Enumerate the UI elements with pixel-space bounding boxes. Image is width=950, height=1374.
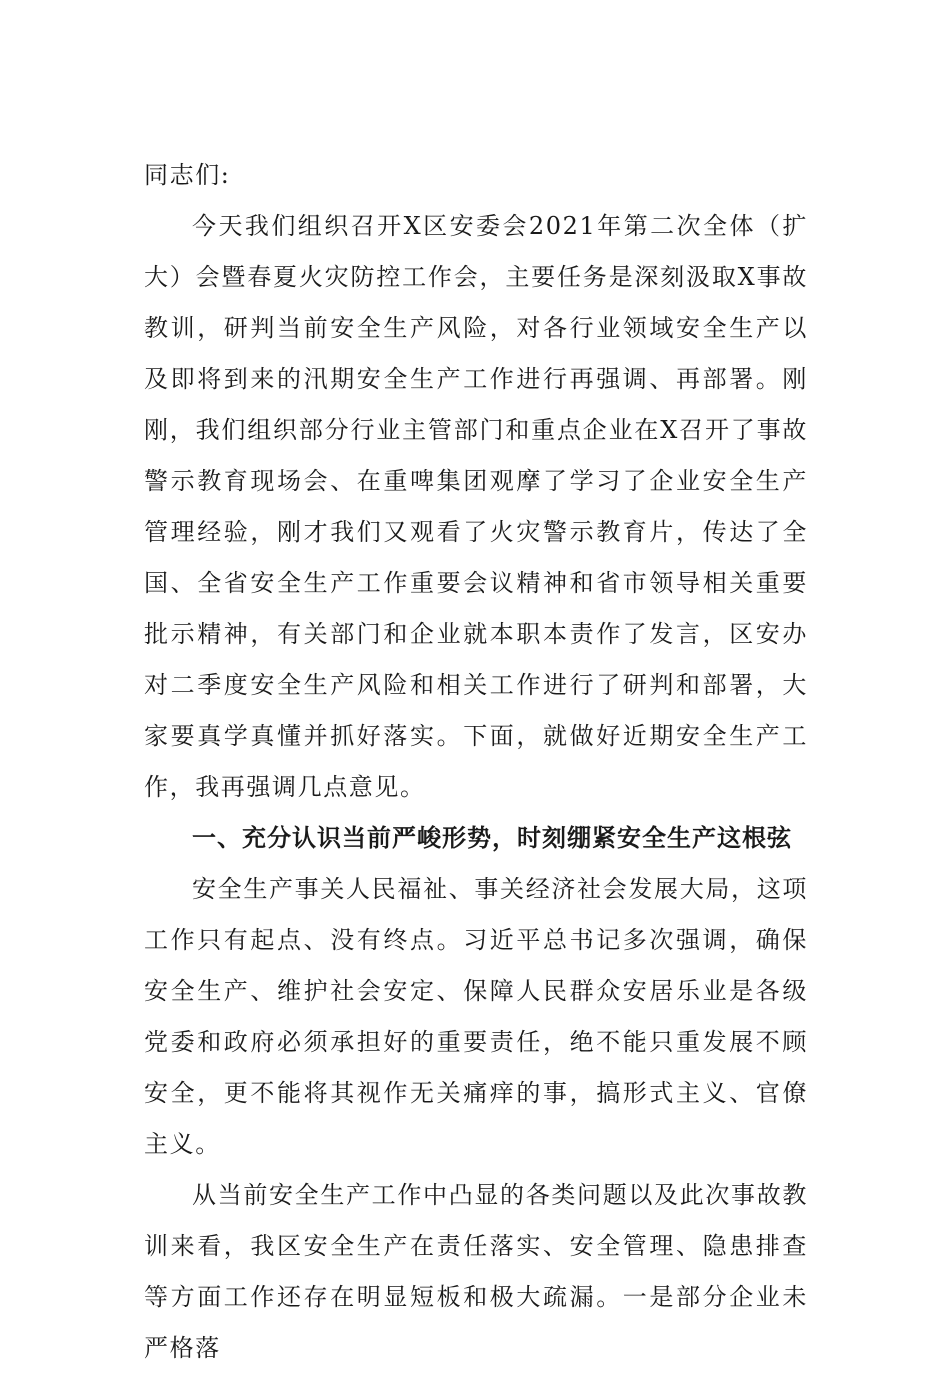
salutation: 同志们: — [144, 161, 231, 189]
document-body — [144, 150, 808, 1374]
section-paragraph: 从当前安全生产工作中凸显的各类问题以及此次事故教训来看，我区安全生产在责任落实、安全管理、隐患排查等方面工作还存在明显短板和极大疏漏。一是部分企业未严格落 — [144, 1181, 808, 1362]
section-heading: 一、充分认识当前严峻形势，时刻绷紧安全生产这根弦 — [192, 824, 792, 852]
intro-paragraph: 今天我们组织召开X区安委会2021年第二次全体（扩大）会暨春夏火灾防控工作会，主要任务是深刻汲取X事故教训，研判当前安全生产风险，对各行业领域安全生产以及即将到来的汛期安全生产工作进行再强调、再部署。刚刚，我们组织部分行业主管部门和重点企业在X召开了事故警示教育现场会、在重啤集团观摩了学习了企业安全生产管理经验，刚才我们又观看了火灾警示教育片，传达了全国、全省安全生产工作重要会议精神和省市领导相关重要批示精神，有关部门和企业就本职本责作了发言，区安办对二季度安全生产风险和相关工作进行了研判和部署，大家要真学真懂并抓好落实。下面，就做好近期安全生产工作，我再强调几点意见。 — [144, 212, 808, 801]
section-paragraph: 安全生产事关人民福祉、事关经济社会发展大局，这项工作只有起点、没有终点。习近平总书记多次强调，确保安全生产、维护社会安定、保障人民群众安居乐业是各级党委和政府必须承担好的重要责任，绝不能只重发展不顾安全，更不能将其视作无关痛痒的事，搞形式主义、官僚主义。 — [144, 875, 808, 1158]
